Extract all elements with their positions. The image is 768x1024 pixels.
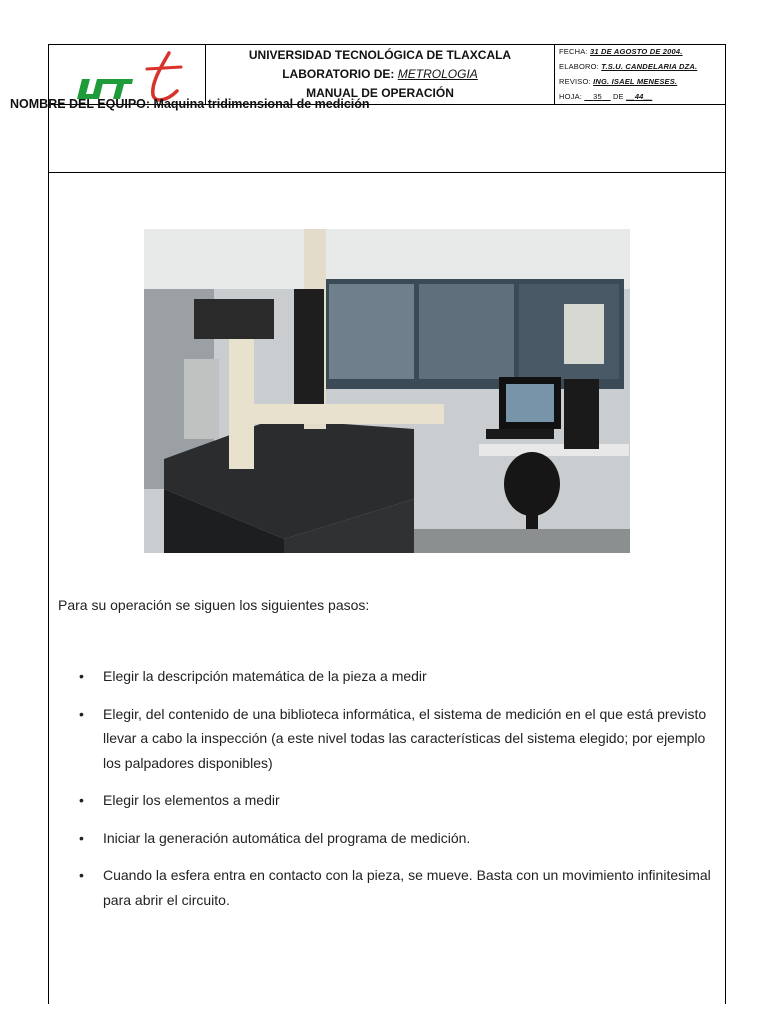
coordinate-measuring-machine-photo — [144, 229, 630, 553]
list-item-text: Elegir la descripción matemática de la pieza a medir — [103, 668, 427, 684]
fecha-line — [559, 45, 723, 58]
laboratory-prefix: LABORATORIO DE: — [282, 66, 395, 81]
utt-logo — [49, 45, 205, 104]
list-item — [75, 788, 715, 813]
reviso-label: REVISO: — [559, 77, 591, 86]
hoja-label: HOJA: — [559, 92, 583, 101]
equipment-name-row — [49, 104, 725, 173]
laboratory-name: METROLOGIA — [397, 66, 478, 81]
elaboro-label: ELABORO: — [559, 62, 599, 71]
header-title-cell — [206, 45, 555, 104]
manual-title: MANUAL DE OPERACIÓN — [306, 85, 454, 100]
list-item — [75, 664, 715, 689]
reviso-value: ING. ISAEL MENESES. — [593, 77, 678, 86]
de-label: DE — [612, 92, 624, 101]
de-value: __44__ — [626, 92, 653, 101]
university-name: UNIVERSIDAD TECNOLÓGICA DE TLAXCALA — [248, 48, 512, 63]
document-header — [49, 45, 725, 105]
equipment-name: NOMBRE DEL EQUIPO: Maquina tridimensional de medición — [10, 97, 370, 111]
bullet-icon: • — [79, 829, 84, 846]
bullet-icon: • — [79, 792, 84, 808]
photo-illustration — [144, 229, 630, 553]
intro-text: Para su operación se siguen los siguientes pasos: — [58, 597, 370, 613]
reviso-line — [559, 75, 723, 88]
hoja-value: __35__ — [584, 92, 611, 101]
elaboro-line — [559, 60, 723, 73]
bullet-icon: • — [79, 867, 84, 883]
list-item-text: Cuando la esfera entra en contacto con la pieza, se mueve. Basta con un movimiento infinitesimal para abrir el circuito. — [103, 867, 711, 908]
list-item-text: Iniciar la generación automática del programa de medición. — [103, 829, 471, 846]
list-item — [75, 863, 715, 912]
fecha-label: FECHA: — [559, 47, 588, 56]
list-item — [75, 826, 715, 851]
list-item — [75, 702, 715, 776]
fecha-value: 31 DE AGOSTO DE 2004. — [590, 47, 683, 56]
steps-list — [75, 664, 715, 925]
laboratory-line — [282, 67, 478, 81]
bullet-icon: • — [79, 668, 84, 684]
hoja-line — [559, 90, 723, 103]
list-item-text: Elegir los elementos a medir — [103, 792, 280, 808]
list-item-text: Elegir, del contenido de una biblioteca informática, el sistema de medición en el que está previsto llevar a cabo la inspección (a este nivel todas las características del sistema elegido; por ejemplo los palpadores disponibles) — [103, 705, 707, 771]
logo-cell — [49, 45, 206, 104]
bullet-icon: • — [79, 705, 84, 722]
elaboro-value: T.S.U. CANDELARIA DZA. — [601, 62, 698, 71]
header-info-cell — [555, 45, 725, 104]
